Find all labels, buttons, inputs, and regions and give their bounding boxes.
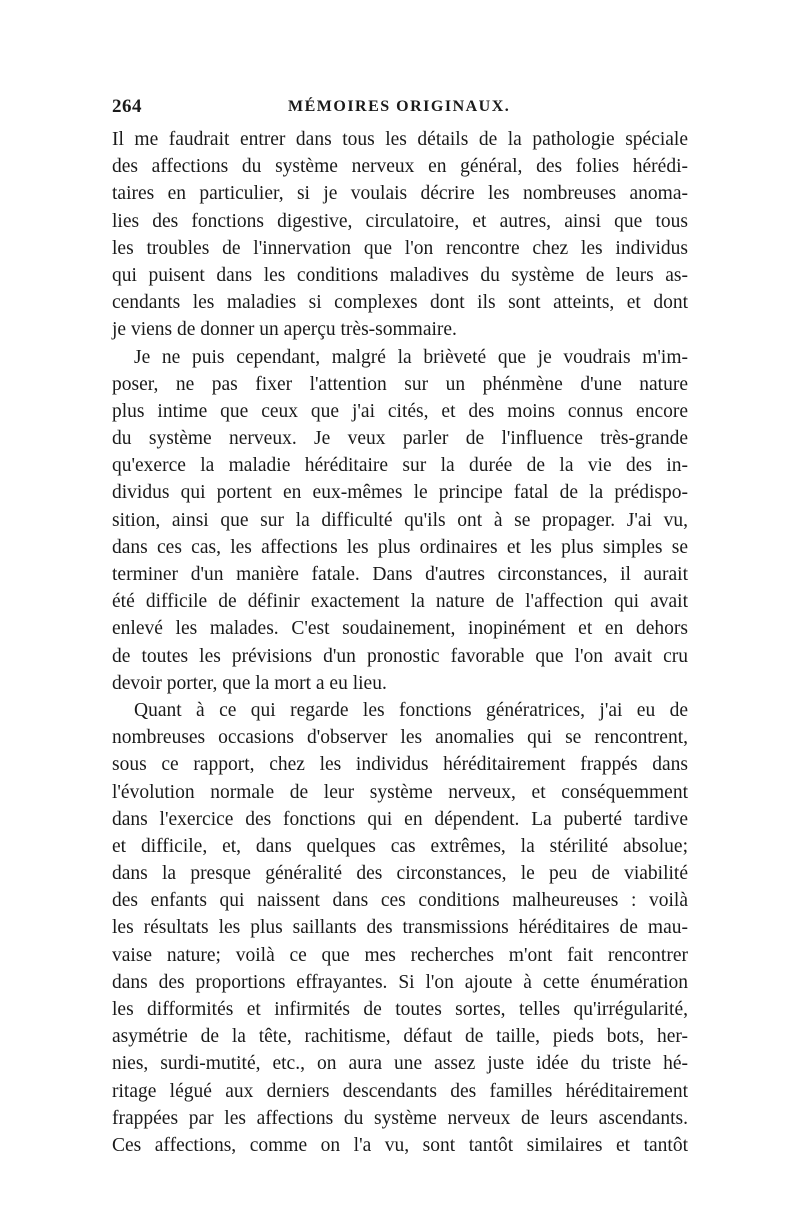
text-line: nombreuses occasions d'observer les anomalies qui se rencontrent, <box>112 727 688 749</box>
text-line: je viens de donner un aperçu très-sommaire. <box>112 319 457 341</box>
text-line: dividus qui portent en eux-mêmes le principe fatal de la prédispo- <box>112 482 688 504</box>
text-line: les résultats les plus saillants des transmissions héréditaires de mau- <box>112 917 688 939</box>
running-title: MÉMOIRES ORIGINAUX. <box>288 98 511 115</box>
paragraph-3 <box>112 697 688 1159</box>
text-line: dans la presque généralité des circonstances, le peu de viabilité <box>112 863 688 885</box>
text-line: asymétrie de la tête, rachitisme, défaut de taille, pieds bots, her- <box>112 1026 688 1048</box>
text-line: des enfants qui naissent dans ces conditions malheureuses : voilà <box>112 890 688 912</box>
text-line: sition, ainsi que sur la difficulté qu'ils ont à se propager. J'ai vu, <box>112 509 688 531</box>
text-line: les troubles de l'innervation que l'on rencontre chez les individus <box>112 237 688 259</box>
text-line: vaise nature; voilà ce que mes recherches m'ont fait rencontrer <box>112 944 688 966</box>
text-line: plus intime que ceux que j'ai cités, et des moins connus encore <box>112 400 688 422</box>
text-line: Quant à ce qui regarde les fonctions génératrices, j'ai eu de <box>134 699 688 721</box>
text-line: Je ne puis cependant, malgré la brièveté que je voudrais m'im- <box>134 346 688 368</box>
text-line: des affections du système nerveux en général, des folies hérédi- <box>112 156 688 178</box>
text-line: dans l'exercice des fonctions qui en dépendent. La puberté tardive <box>112 808 688 830</box>
text-line: devoir porter, que la mort a eu lieu. <box>112 672 387 694</box>
text-line: ritage légué aux derniers descendants des familles héréditairement <box>112 1080 688 1102</box>
text-line: dans des proportions effrayantes. Si l'on ajoute à cette énumération <box>112 971 688 993</box>
text-line: lies des fonctions digestive, circulatoire, et autres, ainsi que tous <box>112 210 688 232</box>
paragraph-1 <box>112 126 688 344</box>
text-line: qu'exerce la maladie héréditaire sur la durée de la vie des in- <box>112 455 688 477</box>
text-line: cendants les maladies si complexes dont ils sont atteints, et dont <box>112 292 688 314</box>
book-page <box>112 96 688 1159</box>
text-line: taires en particulier, si je voulais décrire les nombreuses anoma- <box>112 183 688 205</box>
page-number: 264 <box>112 96 142 117</box>
paragraph-2 <box>112 344 688 697</box>
text-line: nies, surdi-mutité, etc., on aura une assez juste idée du triste hé- <box>112 1053 688 1075</box>
text-line: frappées par les affections du système nerveux de leurs ascendants. <box>112 1107 688 1129</box>
text-line: Ces affections, comme on l'a vu, sont tantôt similaires et tantôt <box>112 1134 688 1156</box>
page-header <box>112 96 688 126</box>
text-line: poser, ne pas fixer l'attention sur un phénmène d'une nature <box>112 373 688 395</box>
text-line: été difficile de définir exactement la nature de l'affection qui avait <box>112 591 688 613</box>
text-line: et difficile, et, dans quelques cas extrêmes, la stérilité absolue; <box>112 835 688 857</box>
text-line: l'évolution normale de leur système nerveux, et conséquemment <box>112 781 688 803</box>
text-line: qui puisent dans les conditions maladives du système de leurs as- <box>112 264 688 286</box>
text-line: dans ces cas, les affections les plus ordinaires et les plus simples se <box>112 536 688 558</box>
text-line: de toutes les prévisions d'un pronostic favorable que l'on avait cru <box>112 645 688 667</box>
text-line: sous ce rapport, chez les individus héréditairement frappés dans <box>112 754 688 776</box>
text-line: les difformités et infirmités de toutes sortes, telles qu'irrégularité, <box>112 999 688 1020</box>
text-line: du système nerveux. Je veux parler de l'influence très-grande <box>112 428 688 450</box>
text-line: Il me faudrait entrer dans tous les détails de la pathologie spéciale <box>112 129 688 150</box>
text-line: enlevé les malades. C'est soudainement, inopinément et en dehors <box>112 618 688 640</box>
text-line: terminer d'un manière fatale. Dans d'autres circonstances, il aurait <box>112 564 688 585</box>
